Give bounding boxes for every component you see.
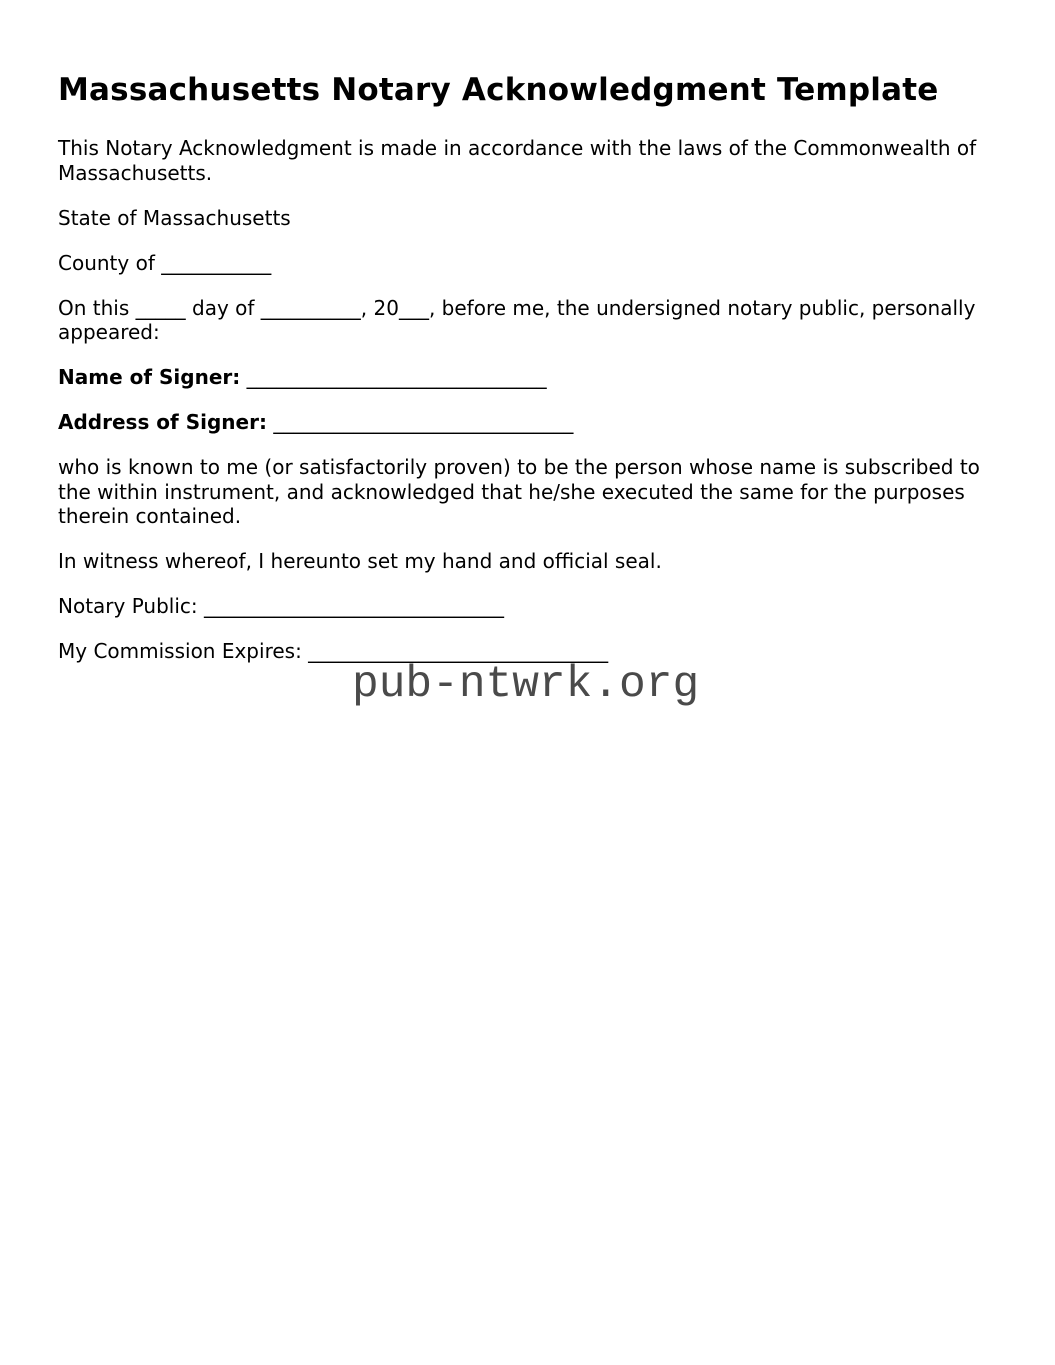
notary-public-blank[interactable]: ______________________________ — [204, 594, 504, 618]
watermark: pub-ntwrk.org — [352, 660, 700, 710]
commission-expires-label: My Commission Expires: — [58, 639, 309, 663]
acknowledgment-paragraph: who is known to me (or satisfactorily proven) to be the person whose name is subscribed to the within instrument, and acknowledged that he/she executed the same for the purposes therein contained. — [58, 455, 980, 528]
intro-paragraph: This Notary Acknowledgment is made in accordance with the laws of the Commonwealth of Massachusetts. — [58, 136, 977, 185]
signer-name-blank[interactable]: ______________________________ — [240, 365, 547, 389]
month-blank[interactable]: __________ — [260, 295, 361, 320]
day-blank[interactable]: _____ — [135, 295, 186, 320]
county-label: County of — [58, 250, 162, 275]
notary-public-line — [58, 594, 993, 619]
document-page — [58, 70, 993, 684]
signer-address-blank[interactable]: ______________________________ — [266, 410, 574, 434]
signer-address-label: Address of Signer: — [58, 410, 267, 434]
document-title: Massachusetts Notary Acknowledgment Template — [58, 72, 939, 108]
date-text-4: , before me, the undersigned notary public, personally appeared: — [58, 295, 976, 344]
witness-line: In witness whereof, I hereunto set my hand and official seal. — [58, 549, 662, 573]
county-blank[interactable]: ___________ — [161, 250, 272, 275]
date-line — [58, 296, 993, 345]
signer-name-line — [58, 365, 993, 390]
date-text-1: On this — [58, 295, 136, 320]
notary-public-label: Notary Public: — [58, 594, 204, 618]
date-text-3: , 20 — [360, 295, 399, 320]
signer-address-line — [58, 410, 993, 435]
state-line: State of Massachusetts — [58, 205, 291, 230]
commission-expires-blank[interactable]: ______________________________ — [308, 639, 609, 663]
county-line — [58, 251, 993, 276]
year-blank[interactable]: ___ — [398, 295, 429, 320]
date-text-2: day of — [185, 295, 261, 320]
signer-name-label: Name of Signer: — [58, 365, 241, 389]
